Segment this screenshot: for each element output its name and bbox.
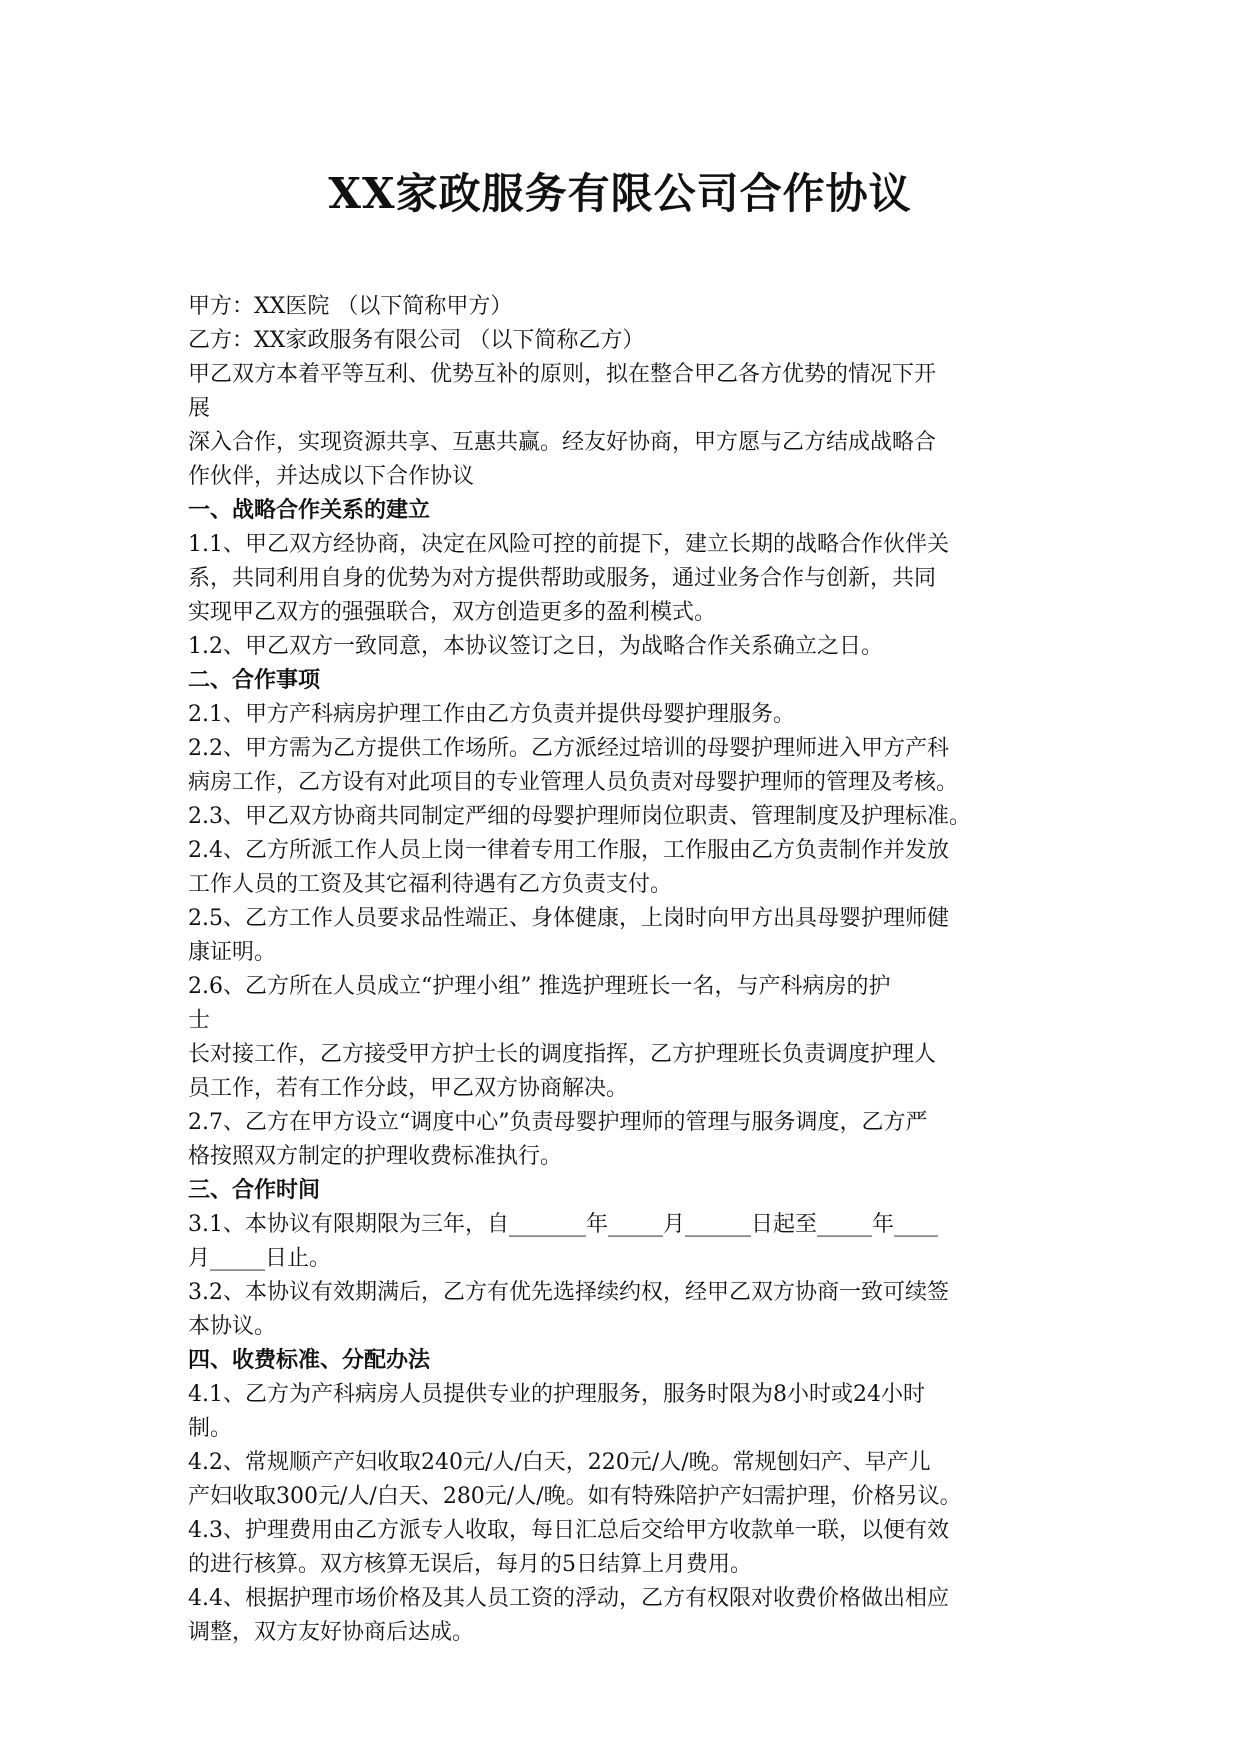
- document-title: XX家政服务有限公司合作协议: [328, 169, 912, 218]
- section-heading: 二、合作事项: [188, 668, 321, 693]
- paragraph-line: 士: [188, 1008, 211, 1033]
- paragraph-line: 4.1、乙方为产科病房人员提供专业的护理服务，服务时限为8小时或24小时: [188, 1382, 925, 1407]
- paragraph-line: 病房工作，乙方设有对此项目的专业管理人员负责对母婴护理师的管理及考核。: [188, 770, 959, 795]
- paragraph-line: 作伙伴，并达成以下合作协议: [188, 464, 475, 489]
- paragraph-line: 4.4、根据护理市场价格及其人员工资的浮动，乙方有权限对收费价格做出相应: [188, 1586, 949, 1611]
- paragraph-line: 产妇收取300元/人/白天、280元/人/晚。如有特殊陪护产妇需护理，价格另议。: [188, 1484, 962, 1509]
- paragraph-line: 4.2、常规顺产产妇收取240元/人/白天，220元/人/晚。常规刨妇产、早产儿: [188, 1450, 931, 1475]
- paragraph-line: 长对接工作，乙方接受甲方护士长的调度指挥，乙方护理班长负责调度护理人: [188, 1042, 937, 1067]
- paragraph-line: 2.5、乙方工作人员要求品性端正、身体健康，上岗时向甲方出具母婴护理师健: [188, 906, 949, 931]
- paragraph-line: 3.2、本协议有效期满后，乙方有优先选择续约权，经甲乙双方协商一致可续签: [188, 1280, 949, 1305]
- paragraph-line: 4.3、护理费用由乙方派专人收取，每日汇总后交给甲方收款单一联，以便有效: [188, 1518, 949, 1543]
- paragraph-line: 乙方：XX家政服务有限公司 （以下简称乙方）: [188, 328, 645, 353]
- paragraph-line: 展: [188, 396, 211, 421]
- paragraph-line: 甲方：XX医院 （以下简称甲方）: [188, 294, 513, 319]
- paragraph-line: 2.2、甲方需为乙方提供工作场所。乙方派经过培训的母婴护理师进入甲方产科: [188, 736, 949, 761]
- paragraph-line: 格按照双方制定的护理收费标准执行。: [188, 1144, 563, 1169]
- paragraph-line: 2.4、乙方所派工作人员上岗一律着专用工作服，工作服由乙方负责制作并发放: [188, 838, 949, 863]
- paragraph-line: 2.7、乙方在甲方设立“调度中心”负责母婴护理师的管理与服务调度，乙方严: [188, 1110, 928, 1135]
- paragraph-line: 调整，双方友好协商后达成。: [188, 1620, 475, 1645]
- paragraph-line: 2.6、乙方所在人员成立“护理小组” 推选护理班长一名，与产科病房的护: [188, 974, 891, 999]
- paragraph-line: 甲乙双方本着平等互利、优势互补的原则，拟在整合甲乙各方优势的情况下开: [188, 362, 937, 387]
- document-body: [188, 290, 1068, 1650]
- paragraph-line: 康证明。: [188, 940, 277, 965]
- paragraph-line: 1.2、甲乙双方一致同意，本协议签订之日，为战略合作关系确立之日。: [188, 634, 883, 659]
- paragraph-line: 1.1、甲乙双方经协商，决定在风险可控的前提下，建立长期的战略合作伙伴关: [188, 532, 949, 557]
- section-heading: 三、合作时间: [188, 1178, 321, 1203]
- paragraph-line: 2.1、甲方产科病房护理工作由乙方负责并提供母婴护理服务。: [188, 702, 795, 727]
- paragraph-line: 深入合作，实现资源共享、互惠共赢。经友好协商，甲方愿与乙方结成战略合: [188, 430, 937, 455]
- paragraph-line: 月_____日止。: [188, 1246, 332, 1271]
- paragraph-line: 实现甲乙双方的强强联合，双方创造更多的盈利模式。: [188, 600, 717, 625]
- paragraph-line: 的进行核算。双方核算无误后，每月的5日结算上月费用。: [188, 1552, 752, 1577]
- section-heading: 四、收费标准、分配办法: [188, 1348, 431, 1373]
- paragraph-line: 工作人员的工资及其它福利待遇有乙方负责支付。: [188, 872, 673, 897]
- paragraph-line: 制。: [188, 1416, 233, 1441]
- paragraph-line: 2.3、甲乙双方协商共同制定严细的母婴护理师岗位职责、管理制度及护理标准。: [188, 804, 971, 829]
- paragraph-line: 系，共同利用自身的优势为对方提供帮助或服务，通过业务合作与创新，共同: [188, 566, 937, 591]
- section-heading: 一、战略合作关系的建立: [188, 498, 431, 523]
- paragraph-line: 本协议。: [188, 1314, 277, 1339]
- paragraph-line: 员工作，若有工作分歧，甲乙双方协商解决。: [188, 1076, 629, 1101]
- paragraph-line: 3.1、本协议有限期限为三年，自_______年_____月______日起至_____年____: [188, 1212, 938, 1237]
